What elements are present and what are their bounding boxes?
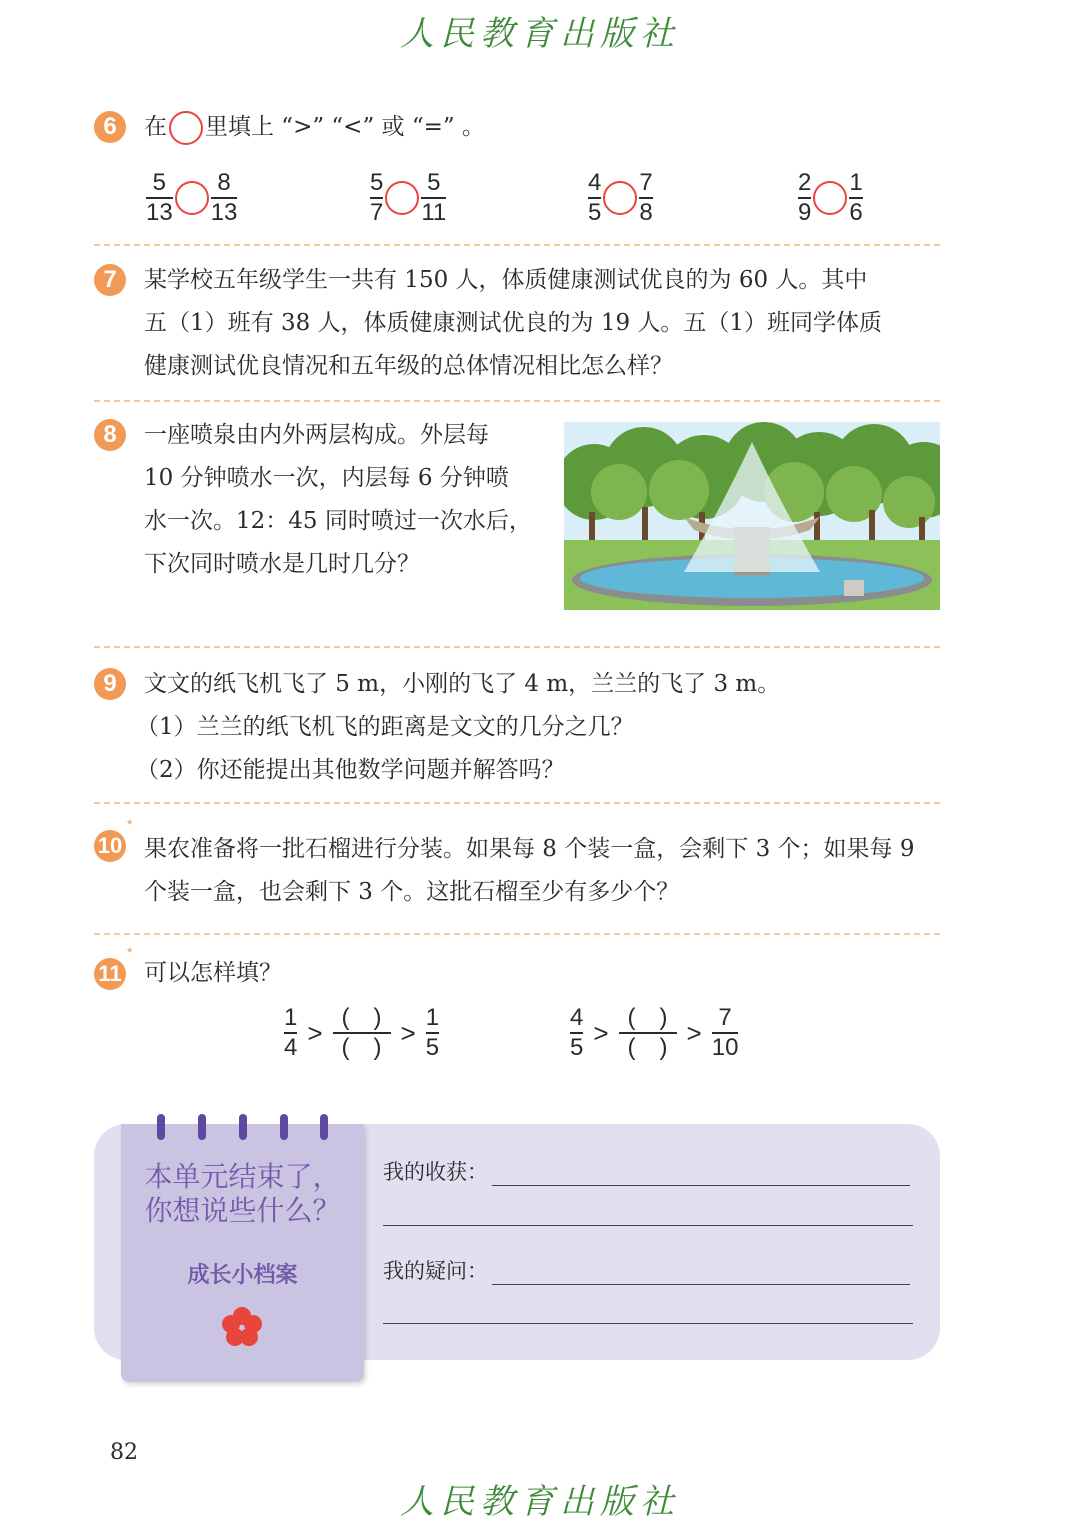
binder-ring-icon: [239, 1114, 247, 1140]
fraction-right: $\frac{7}{10}$: [711, 1004, 739, 1061]
binder-ring-icon: [320, 1114, 328, 1140]
card-title-line-1: 本单元结束了，: [144, 1161, 341, 1192]
publisher-header: 人民教育出版社: [400, 14, 680, 54]
fraction-left: $\frac{4}{5}$: [588, 169, 602, 226]
answer-circle[interactable]: [385, 181, 419, 215]
binder-ring-icon: [280, 1114, 288, 1140]
greater-than: >: [307, 1017, 323, 1048]
question-11-text: 可以怎样填？: [144, 960, 282, 986]
blank-fraction[interactable]: $\frac{( )}{( )}$: [333, 1005, 391, 1061]
question-7-line: 健康测试优良情况和五年级的总体情况相比怎么样？: [144, 353, 673, 379]
comparison-item-2: [370, 170, 446, 226]
blank-fraction[interactable]: $\frac{( )}{( )}$: [619, 1005, 677, 1061]
question-9-number: 9: [94, 668, 126, 700]
inequality-group-1: [284, 1005, 439, 1061]
question-6-prompt: [144, 106, 485, 149]
page-number: 82: [110, 1440, 138, 1465]
question-8-number: 8: [94, 419, 126, 451]
fountain-illustration: [564, 422, 940, 610]
card-title-line-2: 你想说些什么？: [144, 1195, 341, 1226]
question-10-line: 个装一盒，也会剩下 3 个。这批石榴至少有多少个？: [144, 879, 680, 905]
fraction-right: $\frac{5}{11}$: [421, 169, 447, 226]
gain-label: 我的收获：: [383, 1160, 488, 1184]
divider: [94, 400, 940, 402]
question-7-text: [144, 259, 944, 388]
gain-row: [383, 1156, 910, 1186]
challenge-star-icon: *: [127, 816, 133, 832]
fraction-right: $\frac{7}{8}$: [639, 169, 653, 226]
publisher-footer: 人民教育出版社: [400, 1482, 680, 1522]
comparison-item-3: [588, 170, 653, 226]
flower-icon: [221, 1306, 263, 1346]
divider: [94, 646, 940, 648]
answer-circle[interactable]: [813, 181, 847, 215]
question-8-line: 下次同时喷水是几时几分？: [144, 551, 420, 577]
comparison-item-1: [146, 170, 237, 226]
question-10-line: 果农准备将一批石榴进行分装。如果每 8 个装一盒，会剩下 3 个；如果每 9: [144, 836, 915, 862]
question-9-sub-2: （2）你还能提出其他数学问题并解答吗？: [136, 757, 565, 783]
question-10-number: 10: [94, 830, 126, 862]
question-8-line: 水一次。12：45 同时喷过一次水后，: [144, 508, 532, 534]
question-row: [383, 1255, 910, 1285]
fraction-right: $\frac{8}{13}$: [210, 169, 238, 226]
binder-ring-icon: [198, 1114, 206, 1140]
fraction-left: $\frac{5}{13}$: [146, 169, 173, 226]
challenge-star-icon: *: [127, 944, 133, 960]
binder-ring-icon: [157, 1114, 165, 1140]
answer-circle[interactable]: [603, 181, 637, 215]
question-9-sub-1: （1）兰兰的纸飞机飞的距离是文文的几分之几？: [136, 714, 634, 740]
answer-circle-example: [169, 111, 203, 145]
divider: [94, 244, 940, 246]
question-6-suffix: 里填上 “>” “<” 或 “=” 。: [205, 114, 485, 140]
divider: [94, 802, 940, 804]
fraction-left: $\frac{1}{4}$: [284, 1004, 298, 1061]
fraction-right: $\frac{1}{5}$: [425, 1004, 440, 1061]
question-7-number: 7: [94, 264, 126, 296]
question-8-line: 10 分钟喷水一次，内层每 6 分钟喷: [144, 465, 509, 491]
question-9-subquestions: [136, 706, 936, 792]
greater-than: >: [686, 1017, 702, 1048]
question-10-text: [144, 828, 944, 914]
greater-than: >: [400, 1017, 416, 1048]
fraction-left: $\frac{5}{7}$: [370, 169, 384, 226]
question-11-number: 11: [94, 958, 126, 990]
question-6-prefix: 在: [144, 114, 167, 140]
inequality-group-2: [570, 1005, 738, 1061]
fraction-right: $\frac{1}{6}$: [849, 169, 863, 226]
comparison-item-4: [798, 170, 863, 226]
question-9-line: 文文的纸飞机飞了 5 m，小刚的飞了 4 m，兰兰的飞了 3 m。: [144, 671, 781, 697]
answer-circle[interactable]: [175, 181, 209, 215]
question-8-text: [144, 414, 544, 586]
question-6-number: 6: [94, 111, 126, 143]
question-7-line: 某学校五年级学生一共有 150 人，体质健康测试优良的为 60 人。其中: [144, 267, 868, 293]
fraction-left: $\frac{2}{9}$: [798, 169, 812, 226]
question-label: 我的疑问：: [383, 1259, 488, 1283]
gain-input-line[interactable]: [492, 1184, 910, 1186]
greater-than: >: [593, 1017, 609, 1048]
question-7-line: 五（1）班有 38 人，体质健康测试优良的为 19 人。五（1）班同学体质: [144, 310, 883, 336]
divider: [94, 933, 940, 935]
gain-input-line-2[interactable]: [383, 1224, 913, 1226]
question-9-text: [144, 663, 944, 706]
card-subtitle: 成长小档案: [187, 1262, 298, 1287]
question-input-line-2[interactable]: [383, 1322, 913, 1324]
question-input-line[interactable]: [492, 1283, 910, 1285]
fraction-left: $\frac{4}{5}$: [570, 1004, 584, 1061]
question-8-line: 一座喷泉由内外两层构成。外层每: [144, 422, 489, 448]
